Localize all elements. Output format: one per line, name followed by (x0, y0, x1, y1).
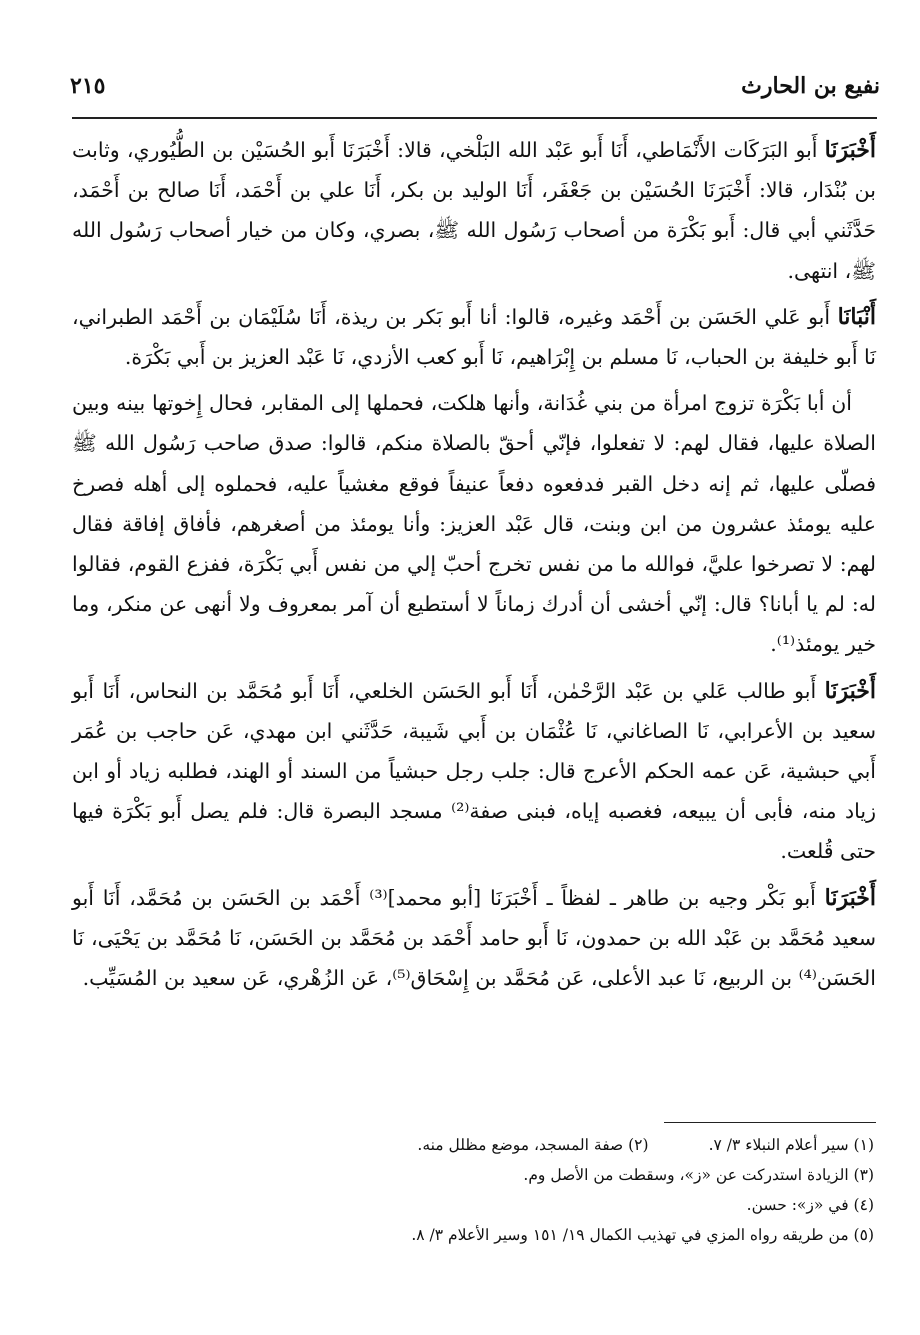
footnote-rule (664, 1122, 876, 1123)
paragraph-3 (72, 383, 876, 664)
footnote-row (100, 1130, 874, 1160)
header-rule (72, 117, 877, 119)
page-header (70, 66, 880, 106)
paragraph-lead: أَخْبَرَنَا (824, 884, 876, 911)
paragraph-4 (72, 671, 876, 872)
paragraph-1 (72, 130, 876, 291)
paragraph-2 (72, 297, 876, 377)
paragraph-lead: أَنْبَانَا (837, 303, 876, 330)
footnote-3: (٣) الزيادة استدركت عن «ز»، وسقطت من الأصل وم. (523, 1166, 874, 1184)
main-text (72, 130, 876, 1004)
footnote-2: (٢) صفة المسجد، موضع مظلل منه. (417, 1136, 649, 1154)
paragraph-lead: أَخْبَرَنَا (824, 677, 876, 704)
footnote-1: (١) سير أعلام النبلاء ٣/ ٧. (708, 1136, 874, 1154)
paragraph-text: أَبو عَلي الحَسَن بن أَحْمَد وغيره، قالوا: أنا أَبو بَكر بن ريذة، أَنَا سُلَيْمَان بن أَحْمَد الطبراني، نَا أَبو خليفة بن الحباب، نَا مسلم بن إِبْرَاهيم، نَا أَبو كعب الأزدي، نَا عَبْد العزيز بن أَبي بَكْرَة. (72, 304, 876, 370)
paragraph-text: أَبو البَرَكَات الأَنْمَاطي، أَنَا أَبو عَبْد الله البَلْخي، قالا: أَخْبَرَنَا أَبو الحُسَيْن بن الطُّيُوري، وثابت بن بُنْدَار، قالا: أَخْبَرَنَا الحُسَيْن بن جَعْفَر، أَنَا الوليد بن بكر، أَنَا علي بن أَحْمَد، أَنَا صالح بن أَحْمَد، حَدَّثَني أبي قال: أَبو بَكْرَة من أصحاب رَسُول الله ﷺ، بصري، وكان من خيار أصحاب رَسُول الله ﷺ، انتهى. (72, 138, 876, 283)
running-title: نفيع بن الحارث (741, 73, 880, 99)
paragraph-text: أن أبا بَكْرَة تزوج امرأة من بني غُدَانة، وأنها هلكت، فحملها إلى المقابر، فحال إِخوتها بينه وبين الصلاة عليها، فقال لهم: لا تفعلوا، فإنّي أحقّ بالصلاة منكم، قالوا: صدق صاحب رَسُول الله ﷺ فصلّى عليها، ثم إنه دخل القبر فدفعوه دفعاً عنيفاً فوقع مغشياً عليه، فحملوه إلى أهله فصرخ عليه يومئذ عشرون من ابن وبنت، قال عَبْد العزيز: وأنا يومئذ من أصغرهم، فأفاق إفاقة فقال لهم: لا تصرخوا عليَّ، فوالله ما من نفس تخرج أحبّ إلي من نفس أَبي بَكْرَة، ففزع القوم، فقالوا له: لم يا أبانا؟ قال: إنّي أخشى أن أدرك زماناً لا أستطيع أن آمر بمعروف ولا أنهى عن منكر، وما خير يومئذ⁽¹⁾. (72, 391, 876, 657)
page-number: ٢١٥ (70, 73, 106, 99)
paragraph-lead: أَخْبَرَنَا (824, 137, 876, 163)
paragraph-5 (72, 878, 876, 999)
footnotes (100, 1130, 874, 1250)
paragraph-text: أَبو طالب عَلي بن عَبْد الرَّحْمٰن، أَنَا أَبو الحَسَن الخلعي، أَنَا أَبو مُحَمَّد بن النحاس، أَنَا أَبو سعيد بن الأعرابي، نَا الصاغاني، نَا عُثْمَان بن أَبي شَيبة، حَدَّثَني ابن مهدي، عَن حاجب بن عُمَر أَبي حبشية، عَن عمه الحكم الأعرج قال: جلب رجل حبشياً من السند أو الهند، فطلبه زياد أو ابن زياد منه، فأبى أن يبيعه، فغصبه إياه، فبنى صفة⁽²⁾ مسجد البصرة قال: فلم يصل أَبو بَكْرَة فيها حتى قُلعت. (72, 678, 876, 864)
footnote-4: (٤) في «ز»: حسن. (746, 1196, 874, 1214)
footnote-5: (٥) من طريقه رواه المزي في تهذيب الكمال ١٩/ ١٥١ وسير الأعلام ٣/ ٨. (411, 1226, 874, 1244)
paragraph-text: أَبو بَكْر وجيه بن طاهر ـ لفظاً ـ أَخْبَرَنَا [أبو محمد]⁽³⁾ أَحْمَد بن الحَسَن بن مُحَمَّد، أَنَا أَبو سعيد مُحَمَّد بن عَبْد الله بن حمدون، نَا أَبو حامد أَحْمَد بن مُحَمَّد بن الحَسَن، نَا مُحَمَّد بن يَحْيَى، نَا الحَسَن⁽⁴⁾ بن الربيع، نَا عبد الأعلى، عَن مُحَمَّد بن إِسْحَاق⁽⁵⁾، عَن الزُهْري، عَن سعيد بن المُسَيِّب. (72, 885, 876, 991)
